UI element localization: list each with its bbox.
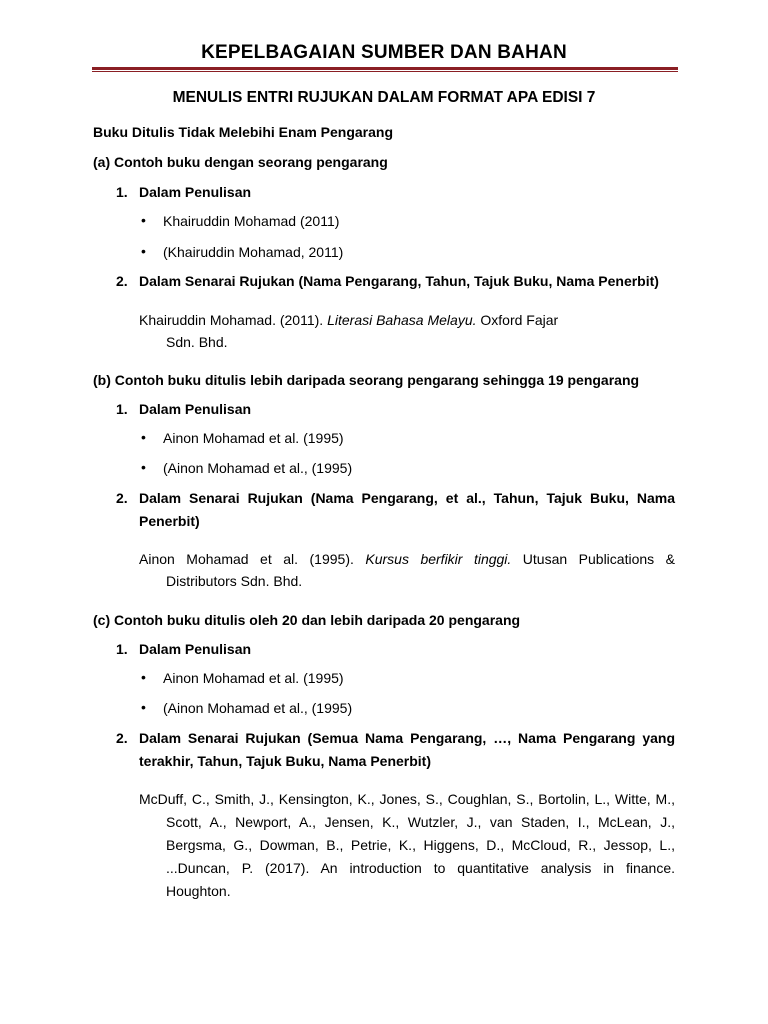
document-subtitle: Buku Ditulis Tidak Melebihi Enam Pengarang [93,124,394,140]
section-b-reference-line2: Distributors Sdn. Bhd. [166,573,303,589]
section-c-item2-label-line2: terakhir, Tahun, Tajuk Buku, Nama Penerbit) [139,753,431,769]
section-c-bullet-2: (Ainon Mohamad et al., (1995) [163,700,353,716]
section-a-bullet-2: (Khairuddin Mohamad, 2011) [163,244,344,260]
bullet-icon: • [141,699,146,715]
section-a-item1-number: 1. [116,184,128,200]
section-a-item2-number: 2. [116,273,128,289]
reference-text: Oxford Fajar [476,312,559,328]
section-b-item2-label-line2: Penerbit) [139,513,200,529]
section-c-bullet-1: Ainon Mohamad et al. (1995) [163,670,344,686]
section-c-reference-line3: Bergsma, G., Dowman, B., Petrie, K., Higgens, D., McCloud, R., Jessop, L., [166,837,675,853]
section-a-reference-line1 [139,310,558,330]
reference-text: Utusan Publications & [511,551,675,567]
bullet-icon: • [141,669,146,685]
section-b-bullet-2: (Ainon Mohamad et al., (1995) [163,460,353,476]
section-b-heading: (b) Contoh buku ditulis lebih daripada seorang pengarang sehingga 19 pengarang [93,372,640,388]
section-b-reference-line1 [139,549,675,569]
section-c-heading: (c) Contoh buku ditulis oleh 20 dan lebih daripada 20 pengarang [93,612,521,628]
reference-book-title: Literasi Bahasa Melayu. [327,312,477,328]
header-rule-thin [92,71,678,72]
bullet-icon: • [141,243,146,259]
section-c-item2-number: 2. [116,730,128,746]
bullet-icon: • [141,429,146,445]
section-b-item2-number: 2. [116,490,128,506]
section-c-item1-label: Dalam Penulisan [139,641,252,657]
section-a-item2-label: Dalam Senarai Rujukan (Nama Pengarang, Tahun, Tajuk Buku, Nama Penerbit) [139,273,659,289]
page-header-title: KEPELBAGAIAN SUMBER DAN BAHAN [201,42,567,63]
section-a-reference-line2: Sdn. Bhd. [166,334,228,350]
reference-text: Ainon Mohamad et al. (1995). [139,551,366,567]
section-c-reference-line1: McDuff, C., Smith, J., Kensington, K., Jones, S., Coughlan, S., Bortolin, L., Witte, M., [139,791,675,807]
section-b-item1-number: 1. [116,401,128,417]
reference-book-title: Kursus berfikir tinggi. [365,551,512,567]
header-rule [92,67,678,70]
section-a-item1-label: Dalam Penulisan [139,184,252,200]
section-b-item2-label: Dalam Senarai Rujukan (Nama Pengarang, et al., Tahun, Tajuk Buku, Nama [139,490,675,506]
section-c-reference-line2: Scott, A., Newport, A., Jensen, K., Wutzler, J., van Staden, I., McLean, J., [166,814,675,830]
section-c-reference-line5: Houghton. [166,883,231,899]
section-c-item2-label: Dalam Senarai Rujukan (Semua Nama Pengarang, …, Nama Pengarang yang [139,730,675,746]
section-b-bullet-1: Ainon Mohamad et al. (1995) [163,430,344,446]
reference-text: Khairuddin Mohamad. (2011). [139,312,328,328]
section-c-item1-number: 1. [116,641,128,657]
section-a-heading: (a) Contoh buku dengan seorang pengarang [93,154,388,170]
section-a-bullet-1: Khairuddin Mohamad (2011) [163,213,340,229]
section-c-reference-line4: ...Duncan, P. (2017). An introduction to quantitative analysis in finance. [166,860,675,876]
bullet-icon: • [141,459,146,475]
document-title: MENULIS ENTRI RUJUKAN DALAM FORMAT APA EDISI 7 [172,89,596,106]
section-b-item1-label: Dalam Penulisan [139,401,252,417]
bullet-icon: • [141,212,146,228]
